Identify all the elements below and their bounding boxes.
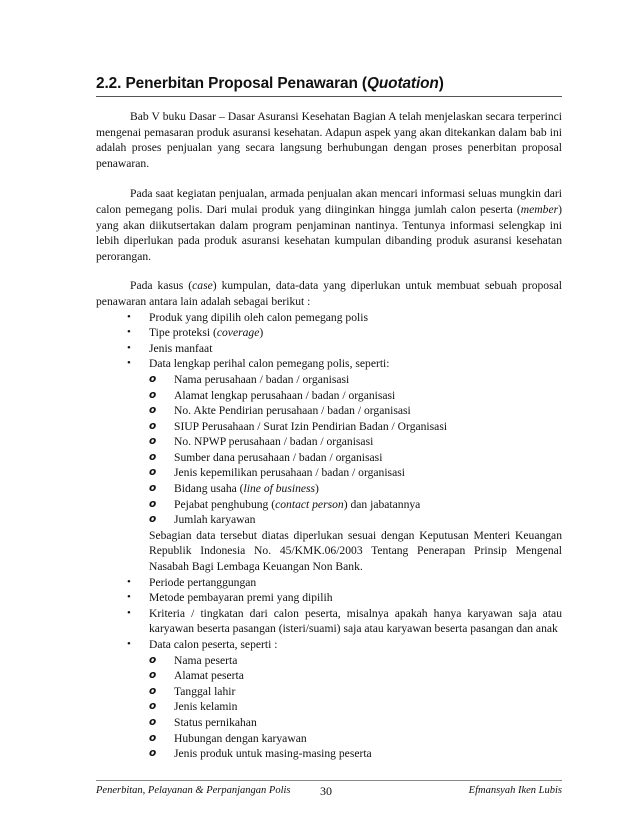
list-item [96,310,562,326]
footer-author: Efmansyah Iken Lubis [468,785,562,796]
heading-prefix: 2.2. Penerbitan Proposal Penawaran ( [96,75,367,92]
list-item [96,341,562,357]
bullet-icon: • [127,638,131,650]
paragraph-3-emphasis: case [192,279,213,293]
circle-bullet-icon: o [149,497,157,510]
page-number: 30 [320,784,332,798]
list-item [96,606,562,637]
sub-list-item-text: Alamat peserta [174,669,244,683]
list-item-text: Periode pertanggungan [149,575,257,589]
sub-list-item-text: Sumber dana perusahaan / badan / organisasi [174,450,383,464]
sub-list-item [149,715,562,731]
bullet-icon: • [127,357,131,370]
paragraph-2-text-b: ) yang akan diikutsertakan dalam program penjaminan nantinya. Tentunya informasi selengkap ini lebih diperlukan pada produk asuransi kesehatan kumpulan dibanding produk asuransi kesehatan perorangan. [96,202,562,263]
sub-list-item [149,403,562,419]
paragraph-1: Bab V buku Dasar – Dasar Asuransi Kesehatan Bagian A telah menjelaskan secara terperinci mengenai pemasaran produk asuransi kesehatan. Adapun aspek yang akan ditekankan dalam bab ini adalah proses penjualan yang secara langsung berhubungan dengan proses penerbitan proposal penawaran. [96,110,562,170]
sub-list-item-text: Jenis kelamin [174,700,238,714]
sub-list-item-text: ) dan jabatannya [343,497,421,511]
circle-bullet-icon: o [149,372,157,385]
sub-list-item [149,653,562,669]
sub-list-item [149,372,562,388]
list-item-text: Tipe proteksi ( [149,326,217,340]
sub-list-item-text: Pejabat penghubung ( [174,497,276,511]
list-item-text: Jenis manfaat [149,341,213,355]
bullet-icon: • [127,310,131,323]
sub-list-item [149,731,562,747]
page-footer [96,785,562,801]
list-item-text: Data calon peserta, seperti : [149,638,278,651]
list-item [96,356,562,574]
circle-bullet-icon: o [149,700,157,713]
section-heading [96,74,562,93]
list-item-text: ) [259,326,264,340]
sub-list-item-text: Alamat lengkap perusahaan / badan / organisasi [174,388,396,402]
circle-bullet-icon: o [149,653,157,666]
sub-list-item-text: Jenis kepemilikan perusahaan / badan / organisasi [174,466,405,480]
list-item-text: Data lengkap perihal calon pemegang polis, seperti: [149,357,390,371]
footer-rule [96,780,562,781]
list-item-text: Kriteria / tingkatan dari calon peserta, misalnya apakah hanya karyawan saja atau karyawan beserta pasangan (isteri/suami) saja atau karyawan beserta pasangan dan anak [149,606,562,636]
heading-italic: Quotation [366,75,439,92]
bullet-icon: • [127,575,131,588]
list-item [96,325,562,341]
sub-list-item [149,699,562,715]
sub-list-item [149,465,562,481]
sub-list-item [149,450,562,466]
sub-list-item-text: No. Akte Pendirian perusahaan / badan / organisasi [174,404,411,418]
circle-bullet-icon: o [149,669,157,682]
bullet-icon: • [127,341,131,354]
policyholder-data-list [149,372,562,528]
paragraph-2-text-a: Pada saat kegiatan penjualan, armada penjualan akan mencari informasi seluas mungkin dari calon pemegang polis. Dari mulai produk yang diinginkan hingga jumlah calon peserta ( [96,187,562,216]
circle-bullet-icon: o [149,388,157,401]
sub-list-item-text: No. NPWP perusahaan / badan / organisasi [174,435,374,449]
paragraph-3-text-a: Pada kasus ( [130,279,193,293]
sub-list-item-text: Hubungan dengan karyawan [174,731,307,745]
sub-list-item [149,497,562,513]
heading-suffix: ) [438,75,444,92]
circle-bullet-icon: o [149,513,157,526]
circle-bullet-icon: o [149,731,157,744]
list-item [96,637,562,762]
sub-list-item [149,668,562,684]
list-item-emphasis: coverage [216,326,260,340]
bullet-icon: • [127,606,131,619]
list-item [96,590,562,606]
sub-list-item-emphasis: contact person [275,497,344,511]
circle-bullet-icon: o [149,715,157,728]
sub-list-item-text: Jumlah karyawan [174,513,256,527]
paragraph-3-text-b: ) kumpulan, data-data yang diperlukan untuk membuat sebuah proposal penawaran antara lain adalah sebagai berikut : [96,279,562,308]
circle-bullet-icon: o [149,419,157,432]
circle-bullet-icon: o [149,404,157,417]
sub-list-item-text: SIUP Perusahaan / Surat Izin Pendirian Badan / Organisasi [174,419,448,433]
list-item [96,575,562,591]
document-page [96,64,562,762]
sub-list-item-text: Status pernikahan [174,715,257,729]
sub-list-item [149,684,562,700]
sub-list-item-text: ) [315,482,319,496]
paragraph-2 [96,186,562,264]
sub-list-item-text: Nama perusahaan / badan / organisasi [174,372,350,386]
regulation-note: Sebagian data tersebut diatas diperlukan sesuai dengan Keputusan Menteri Keuangan Republik Indonesia No. 45/KMK.06/2003 Tentang Penerapan Prinsip Mengenal Nasabah Bagi Lembaga Keuangan Non Bank. [149,528,562,574]
sub-list-item [149,434,562,450]
circle-bullet-icon: o [149,747,157,760]
bullet-icon: • [127,591,131,604]
list-item-text: Produk yang dipilih oleh calon pemegang polis [149,310,368,324]
bullet-icon: • [127,326,131,339]
circle-bullet-icon: o [149,450,157,463]
circle-bullet-icon: o [149,466,157,479]
circle-bullet-icon: o [149,482,157,495]
sub-list-item [149,512,562,528]
heading-rule [96,96,562,97]
sub-list-item [149,746,562,762]
participant-data-list [149,653,562,762]
sub-list-item-text: Tanggal lahir [174,684,236,698]
list-item-text: Metode pembayaran premi yang dipilih [149,591,333,605]
paragraph-2-emphasis: member [520,202,559,216]
sub-list-item-text: Bidang usaha ( [174,482,244,496]
sub-list-item-text: Jenis produk untuk masing-masing peserta [174,747,372,761]
footer-title: Penerbitan, Pelayanan & Perpanjangan Polis [96,785,291,796]
sub-list-item-text: Nama peserta [174,653,238,667]
circle-bullet-icon: o [149,684,157,697]
sub-list-item [149,388,562,404]
paragraph-3 [96,278,562,309]
requirements-list [96,310,562,762]
sub-list-item [149,481,562,497]
sub-list-item [149,419,562,435]
sub-list-item-emphasis: line of business [243,482,316,496]
circle-bullet-icon: o [149,435,157,448]
